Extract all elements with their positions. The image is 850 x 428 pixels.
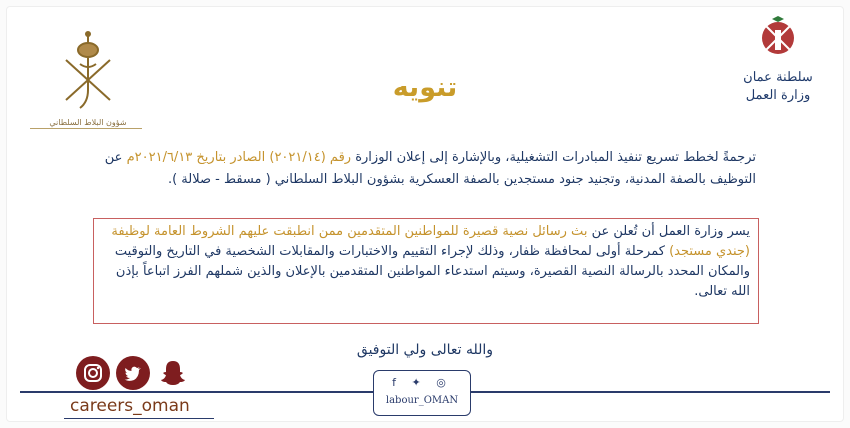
royal-court-caption: شؤون البلاط السلطاني [49,118,127,127]
royal-court-underline [30,128,142,129]
notice-highlight: بث رسائل نصية قصيرة للمواطنين المتقدمين ممن انطبقت عليهم الشروط العامة لوظيفة (جندي مستجد) [111,224,750,259]
oman-emblem-icon [758,16,798,66]
ministry-line-2: وزارة العمل [745,88,811,103]
notice-text-2: كمرحلة أولى لمحافظة ظفار، وذلك لإجراء التقييم والاختبارات والمقابلات الشخصية في التاريخ والتوقيت والمكان المحدد بالرسالة النصية القصيرة، وسيتم استدعاء المواطنين المتقدمين بالإعلان والذين شملهم الفرز اتباعاً بإذن الله تعالى. [114,244,750,299]
intro-text-1: ترجمةً لخطط تسريع تنفيذ المبادرات التشغيلية، وبالإشارة إلى إعلان الوزارة [351,150,756,165]
footer-social-icons[interactable] [382,376,462,389]
intro-text-3: عن التوظيف بالصفة المدنية، وتجنيد جنود مستجدين بالصفة العسكرية بشؤون البلاط السلطاني ( مسقط - صلالة ). [104,150,756,187]
instagram-icon[interactable] [76,356,110,390]
careers-underline [64,418,214,419]
notice-text-1: يسر وزارة العمل أن تُعلن عن [587,224,750,239]
intro-date: الصادر بتاريخ ٢٠٢١/٦/١٣م [126,150,266,165]
careers-handle[interactable]: careers_oman [70,396,190,416]
footer-social-glyphs[interactable]: f ✦ ◎ [392,376,452,389]
intro-reference: رقم (٢٠٢١/١٤) [269,150,352,165]
notice-paragraph [100,222,750,302]
closing-line: والله تعالى ولي التوفيق [356,342,494,358]
twitter-icon[interactable] [116,356,150,390]
intro-paragraph [96,147,756,191]
ministry-line-1: سلطنة عمان [743,70,813,85]
footer-handle[interactable]: labour_OMAN [385,395,459,406]
snapchat-icon[interactable] [156,356,190,390]
page-title: تنويه [392,72,458,103]
